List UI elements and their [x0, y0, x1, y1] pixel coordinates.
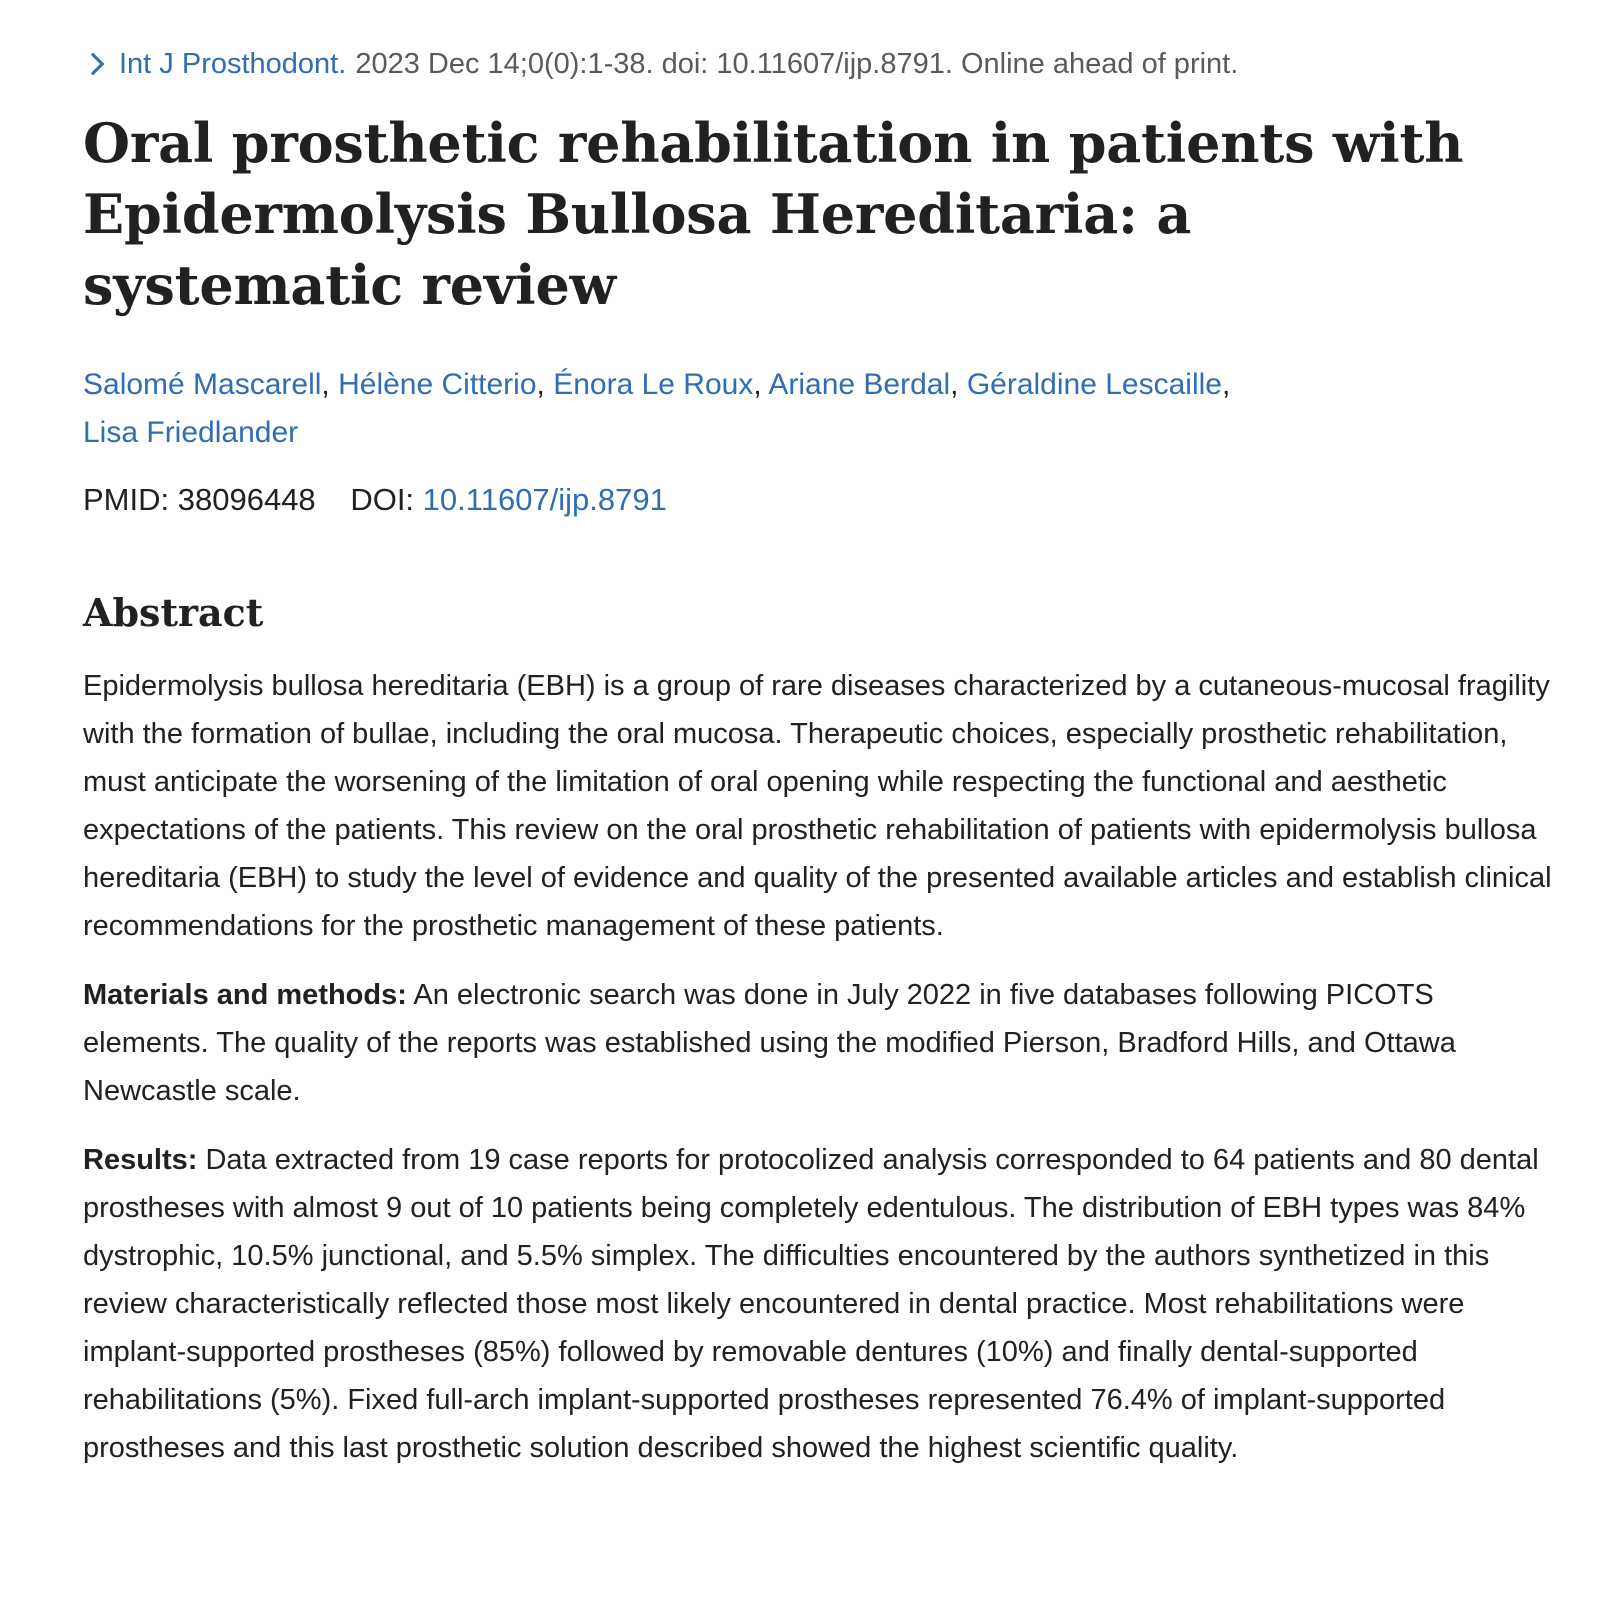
- abstract-intro: Epidermolysis bullosa hereditaria (EBH) is a group of rare diseases characterized by a cutaneous-mucosal fragility with the formation of bullae, including the oral mucosa. Therapeutic choices, especially prosthetic rehabilitation, must anticipate the worsening of the limitation of oral opening while respecting the functional and aesthetic expectations of the patients. This review on the oral prosthetic rehabilitation of patients with epidermolysis bullosa hereditaria (EBH) to study the level of evidence and quality of the presented available articles and establish clinical recommendations for the prosthetic management of these patients.: [83, 670, 1552, 942]
- doi-label: DOI:: [350, 482, 415, 517]
- abstract-methods: [83, 971, 1553, 1115]
- doi-link[interactable]: 10.11607/ijp.8791: [422, 482, 667, 517]
- author-link[interactable]: Salomé Mascarell: [83, 368, 322, 401]
- pmid-label: PMID:: [83, 482, 170, 517]
- article-page: [83, 44, 1552, 1472]
- results-text: Data extracted from 19 case reports for protocolized analysis corresponded to 64 patients and 80 dental prostheses with almost 9 out of 10 patients being completely edentulous. The distribution of EBH types was 84% dystrophic, 10.5% junctional, and 5.5% simplex. The difficulties encountered by the authors synthetized in this review characteristically reflected those most likely encountered in dental practice. Most rehabilitations were implant-supported prostheses (85%) followed by removable dentures (10%) and finally dental-supported rehabilitations (5%). Fixed full-arch implant-supported prostheses represented 76.4% of implant-supported prostheses and this last prosthetic solution described showed the highest scientific quality.: [83, 1144, 1539, 1464]
- author-link[interactable]: Lisa Friedlander: [83, 416, 299, 449]
- citation-line: [83, 44, 1543, 84]
- methods-label: Materials and methods:: [83, 979, 407, 1011]
- author-link[interactable]: Géraldine Lescaille: [966, 368, 1222, 401]
- abstract-heading: Abstract: [83, 590, 264, 635]
- author-link[interactable]: Ariane Berdal: [768, 368, 951, 401]
- chevron-right-icon[interactable]: [82, 53, 105, 76]
- methods-text: An electronic search was done in July 2022 in five databases following PICOTS elements. The quality of the reports was established using the modified Pierson, Bradford Hills, and Ottawa Newcastle scale.: [83, 979, 1456, 1107]
- author-link[interactable]: Hélène Citterio: [338, 368, 537, 401]
- results-label: Results:: [83, 1144, 198, 1176]
- citation-details: 2023 Dec 14;0(0):1-38. doi: 10.11607/ijp.8791. Online ahead of print.: [355, 48, 1239, 80]
- authors-list: Salomé Mascarell, Hélène Citterio, Énora Le Roux, Ariane Berdal, Géraldine Lescaille, Lisa Friedlander: [83, 368, 1231, 449]
- article-title: Oral prosthetic rehabilitation in patients with Epidermolysis Bullosa Hereditaria: a systematic review: [83, 111, 1464, 317]
- author-link[interactable]: Énora Le Roux: [553, 368, 754, 401]
- pmid-value: 38096448: [177, 482, 316, 517]
- abstract-results: [83, 1136, 1553, 1472]
- identifiers: [83, 480, 1543, 520]
- journal-link[interactable]: Int J Prosthodont.: [119, 48, 347, 80]
